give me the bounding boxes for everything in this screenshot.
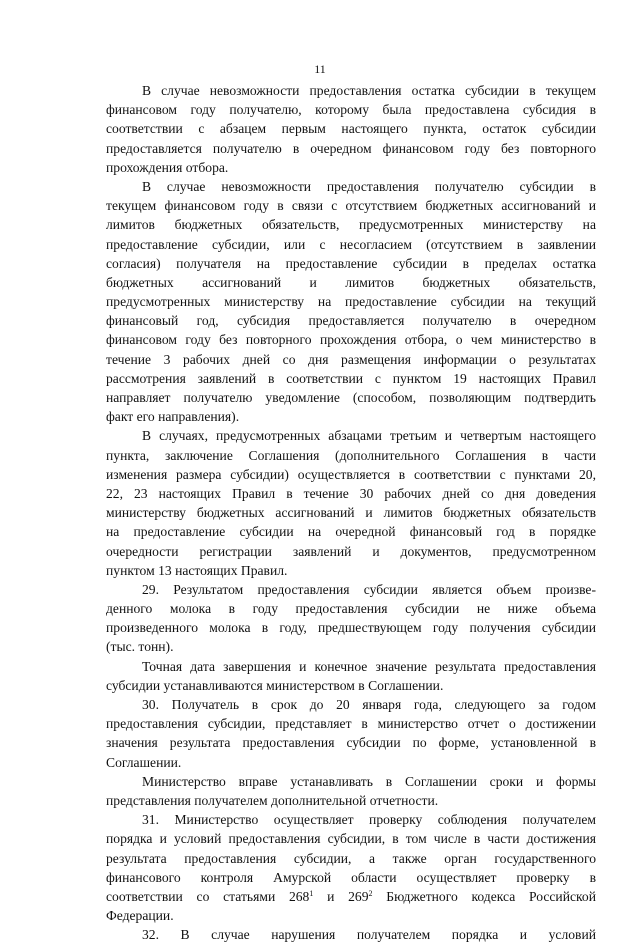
text-line: 30. Получатель в срок до 20 января года, следующего за годом: [142, 697, 596, 712]
superscript-1: 1: [309, 888, 314, 898]
text-line: очередности регистрации заявлений и документов, предусмотренном: [106, 543, 596, 559]
text-line: значения результата предоставления субсидии по форме, установленной в: [106, 735, 596, 751]
text-line: факт его направления).: [106, 409, 240, 425]
text-line: финансовом году без повторного прохождения отбора, о чем министерство в: [106, 332, 596, 348]
superscript-2: 2: [368, 888, 373, 898]
text-line: Соглашении.: [106, 754, 182, 770]
text-line: предоставляется получателю в очередном финансовом году без повторного: [106, 140, 596, 156]
page-number: 11: [314, 62, 326, 76]
text-line: соответствии с абзацем первым настоящего пункта, остаток субсидии: [106, 121, 596, 137]
text-line: предоставления субсидии, представляет в министерство отчет о достижении: [106, 716, 596, 732]
text-line: согласия) получателя на предоставление субсидии в пределах остатка: [106, 255, 596, 271]
text-line: В случаях, предусмотренных абзацами третьим и четвертым настоящего: [142, 428, 596, 444]
text-line: 22, 23 настоящих Правил в течение 30 рабочих дней со дня доведения: [106, 485, 596, 501]
text-block-main: [106, 81, 596, 887]
text-line: Точная дата завершения и конечное значение результата предоставления: [142, 658, 596, 674]
text-line: финансовом году получателю, которому была предоставлена субсидия в: [106, 102, 596, 118]
text-line: финансовый год, субсидия предоставляется получателю в очередном: [106, 313, 596, 329]
text-line: изменения размера субсидии) осуществляется в соответствии с пунктами 20,: [106, 466, 596, 482]
text-line: представления получателем дополнительной отчетности.: [106, 792, 439, 808]
text-line: пункта, заключение Соглашения (дополнительного Соглашения в части: [106, 447, 596, 463]
text-line: 31. Министерство осуществляет проверку соблюдения получателем: [142, 812, 596, 828]
text-line: бюджетных ассигнований и лимитов бюджетных обязательств,: [106, 274, 596, 290]
text-line: рассмотрения заявлений в соответствии с пунктом 19 настоящих Правил: [106, 370, 596, 386]
text-line: направляет получателю уведомление (способом, позволяющим подтвердить: [106, 390, 596, 405]
text-line: лимитов бюджетных обязательств, предусмотренных министерству на: [106, 217, 596, 233]
text-line-statute: соответствии со статьями $268^1$ и $269^2$ Бюджетного кодекса Российской: [106, 888, 596, 904]
text-line: порядка и условий предоставления субсидии, в том числе в части достижения: [106, 831, 596, 847]
text-line: предусмотренных министерству на предоставление субсидии на текущий: [106, 294, 596, 310]
text-line: (тыс. тонн).: [106, 639, 174, 655]
text-line: предоставление субсидии, или с несогласием (отсутствием в заявлении: [106, 236, 596, 252]
text-line: текущем финансовом году в связи с отсутствием бюджетных ассигнований и: [106, 198, 596, 214]
text-line: субсидии устанавливаются министерством в Соглашении.: [106, 677, 444, 693]
text-line: результата предоставления субсидии, а также орган государственного: [106, 850, 596, 866]
text-line: на предоставление субсидии на очередной финансовый год в порядке: [106, 524, 596, 540]
text-line: денного молока в году предоставления субсидии не ниже объема: [106, 601, 596, 617]
text-line: В случае невозможности предоставления остатка субсидии в текущем: [142, 83, 596, 98]
text-line: прохождения отбора.: [106, 159, 229, 175]
text-line: 29. Результатом предоставления субсидии является объем произве-: [142, 581, 596, 597]
document-body: [106, 81, 596, 944]
text-line: Федерации.: [106, 908, 174, 924]
text-line: финансового контроля Амурской области осуществляет проверку в: [106, 869, 596, 885]
text-line: пунктом 13 настоящих Правил.: [106, 562, 288, 578]
text-line: В случае невозможности предоставления получателю субсидии в: [142, 178, 596, 194]
text-line: Министерство вправе устанавливать в Соглашении сроки и формы: [142, 773, 596, 789]
text-line: течение 3 рабочих дней со дня размещения информации о результатах: [106, 351, 596, 367]
text-line: произведенного молока в году, предшествующем году получения субсидии: [106, 620, 596, 636]
text-block-closing: [106, 906, 596, 944]
text-line: министерству бюджетных ассигнований и лимитов бюджетных обязательств: [106, 505, 596, 521]
text-line: 32. В случае нарушения получателем порядка и условий: [142, 927, 596, 943]
